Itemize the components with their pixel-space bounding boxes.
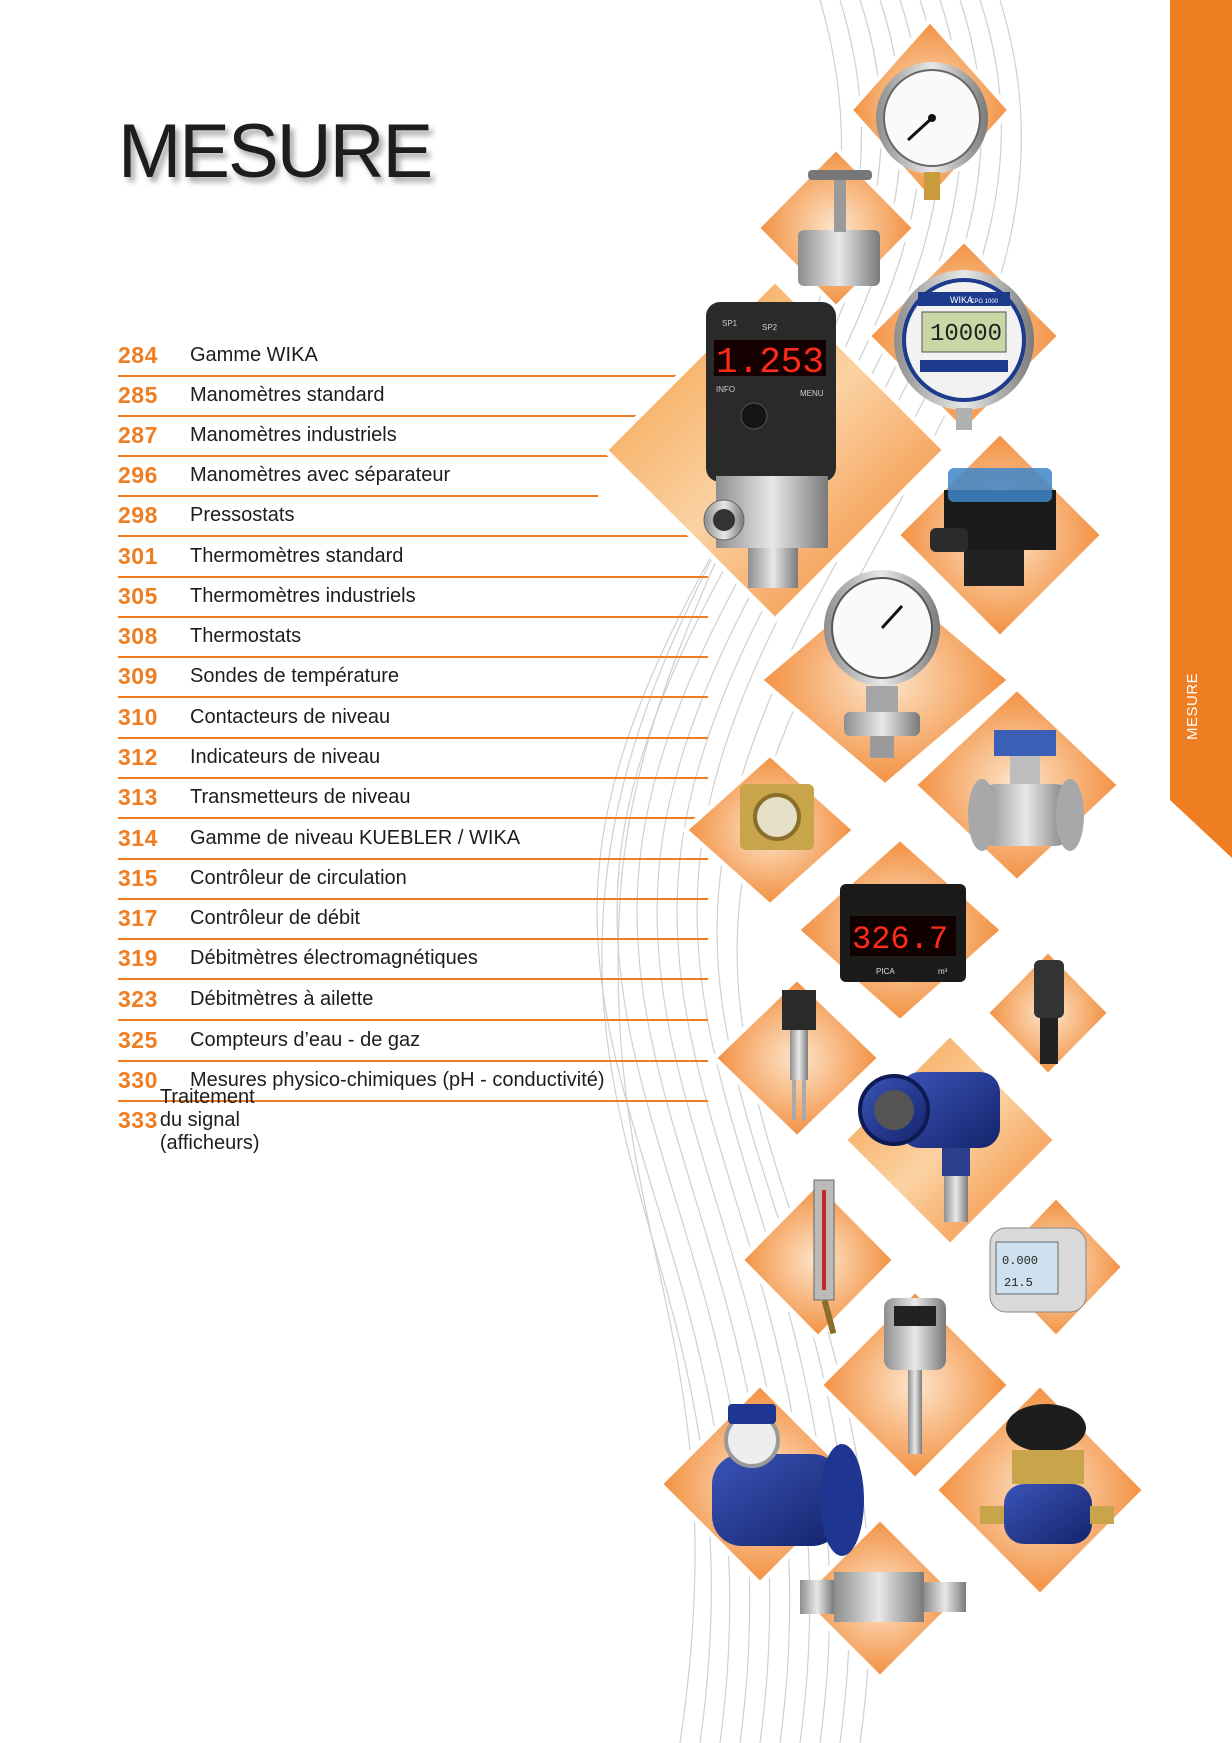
pressure-switch-sp1: SP1: [722, 319, 738, 328]
level-display-unit: [990, 1228, 1086, 1312]
toc-page-number: 330: [118, 1066, 158, 1093]
toc-label: Gamme de niveau KUEBLER / WIKA: [190, 826, 521, 849]
toc-label: Mesures physico-chimiques (pH - conductivité): [190, 1068, 605, 1091]
toc-page-number: 323: [118, 985, 158, 1012]
toc-label: Indicateurs de niveau: [190, 745, 381, 768]
toc-page-number: 287: [118, 421, 158, 448]
panel-meter-brand: PICA: [876, 967, 895, 976]
toc-page-number: 310: [118, 703, 158, 730]
pressure-gauge-top: [876, 62, 988, 200]
toc-page-number: 315: [118, 864, 158, 891]
toc-page-number: 313: [118, 783, 158, 810]
toc-label: Contacteurs de niveau: [190, 705, 391, 728]
toc-label: Transmetteurs de niveau: [190, 785, 411, 808]
toc-label: Contrôleur de débit: [190, 906, 361, 929]
digital-panel-meter: [840, 884, 966, 982]
toc-page-number: 325: [118, 1026, 158, 1053]
toc-label: Traitement du signal (afficheurs): [159, 1085, 260, 1154]
toc-label: Compteurs d’eau - de gaz: [190, 1028, 421, 1051]
toc-page-number: 333: [118, 1106, 158, 1133]
toc-page-number: 285: [118, 381, 158, 408]
toc-page-number: 308: [118, 622, 158, 649]
pressure-switch-menu: MENU: [800, 389, 824, 398]
pressure-switch-info: INFO: [716, 385, 736, 394]
toc-label: Pressostats: [190, 503, 295, 526]
toc-page-number: 312: [118, 743, 158, 770]
digital-pressure-gauge: [894, 270, 1034, 430]
toc-page-number: 314: [118, 824, 158, 851]
toc-label: Débitmètres à ailette: [190, 987, 374, 1010]
panel-meter-unit: m³: [938, 967, 948, 976]
level-display-value: 0.000: [1002, 1254, 1039, 1268]
toc-page-number: 319: [118, 944, 158, 971]
toc-page-number: 284: [118, 341, 158, 368]
toc-label: Thermomètres industriels: [190, 584, 416, 607]
pressure-switch-display: 1.253: [716, 342, 825, 383]
digital-gauge-model: CPG 1000: [970, 299, 999, 305]
toc-label: Manomètres avec séparateur: [190, 463, 451, 486]
toc-page-number: 305: [118, 582, 158, 609]
toc-label: Thermomètres standard: [190, 544, 404, 567]
side-section-label: MESURE: [1184, 672, 1201, 740]
toc-label: Thermostats: [190, 624, 302, 647]
digital-gauge-display: 10000: [930, 321, 1003, 348]
pressure-switch-sp2: SP2: [762, 323, 778, 332]
page-title: MESURE: [118, 109, 432, 194]
toc-label: Contrôleur de circulation: [190, 866, 407, 889]
toc-label: Sondes de température: [190, 664, 400, 687]
toc-page-number: 309: [118, 662, 158, 689]
toc-label: Gamme WIKA: [190, 343, 318, 366]
digital-gauge-brand: WIKA: [950, 295, 974, 305]
panel-meter-display: 326.7: [852, 921, 949, 958]
toc-page-number: 317: [118, 904, 158, 931]
electronic-pressure-switch: [704, 302, 836, 588]
level-display-value2: 21.5: [1004, 1276, 1033, 1290]
toc-page-number: 296: [118, 461, 158, 488]
toc-label: Débitmètres électromagnétiques: [190, 946, 478, 969]
toc-page-number: 298: [118, 501, 158, 528]
toc-label: Manomètres industriels: [190, 423, 397, 446]
sight-glass: [740, 784, 814, 850]
toc-label: Manomètres standard: [190, 383, 385, 406]
toc-page-number: 301: [118, 542, 158, 569]
